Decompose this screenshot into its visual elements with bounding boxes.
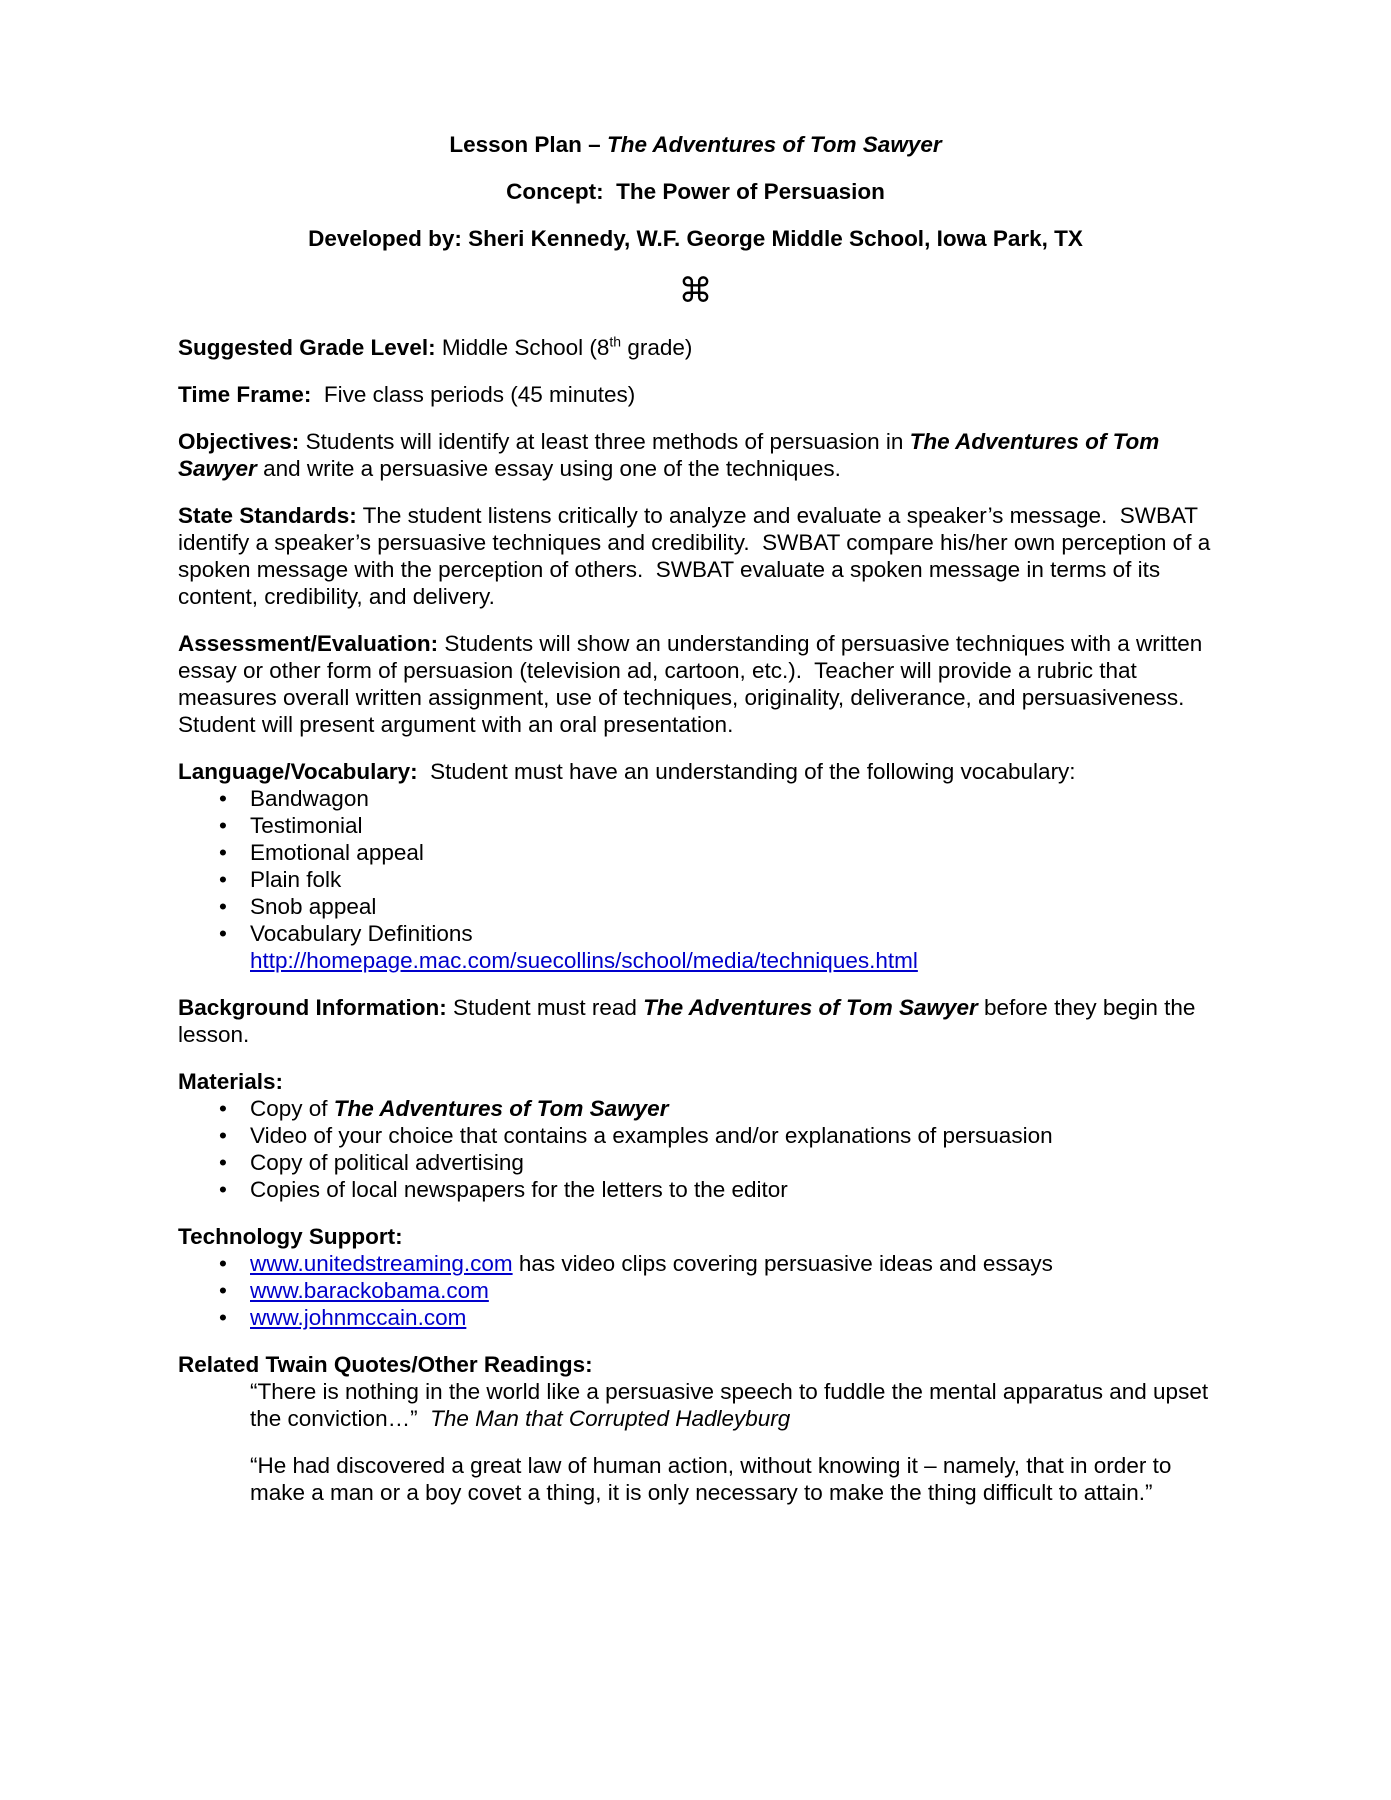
time-frame-value: Five class periods (45 minutes) <box>311 382 636 407</box>
list-item <box>178 1304 1213 1331</box>
grade-level-section <box>178 334 1213 361</box>
quote-paragraph: “He had discovered a great law of human action, without knowing it – namely, that in order to make a man or a boy covet a thing, it is only necessary to make the thing difficult to attain.” <box>250 1453 1178 1505</box>
related-quotes-label: Related Twain Quotes/Other Readings: <box>178 1352 593 1377</box>
barackobama-link[interactable]: www.barackobama.com <box>250 1278 489 1303</box>
list-item: • Bandwagon <box>178 785 1213 812</box>
quote-paragraph <box>178 1378 1213 1432</box>
list-item: • Copy of political advertising <box>178 1149 1213 1176</box>
list-item: • Testimonial <box>178 812 1213 839</box>
vocabulary-list <box>178 785 1213 974</box>
background-section <box>178 994 1213 1048</box>
list-item <box>178 1277 1213 1304</box>
time-frame-label: Time Frame: <box>178 382 312 407</box>
page-title <box>178 131 1213 158</box>
vocab-definitions-text: Vocabulary Definitions <box>250 921 473 946</box>
vocab-definitions-link[interactable]: http://homepage.mac.com/suecollins/school/media/techniques.html <box>250 948 918 973</box>
book-title: The Adventures of Tom Sawyer <box>333 1096 669 1121</box>
link-description: has video clips covering persuasive ideas and essays <box>512 1251 1053 1276</box>
johnmccain-link[interactable]: www.johnmccain.com <box>250 1305 467 1330</box>
list-item: • Plain folk <box>178 866 1213 893</box>
page-title-prefix: Lesson Plan – <box>449 132 607 157</box>
objectives-label: Objectives: <box>178 429 300 454</box>
quote-text: “There is nothing in the world like a persuasive speech to fuddle the mental apparatus and upset the conviction…” <box>250 1379 1215 1431</box>
background-label: Background Information: <box>178 995 447 1020</box>
technology-support-label: Technology Support: <box>178 1224 403 1249</box>
list-item <box>178 920 1213 974</box>
list-item: • Copies of local newspapers for the letters to the editor <box>178 1176 1213 1203</box>
background-text-end: before they begin the lesson. <box>178 995 1202 1047</box>
state-standards-section <box>178 502 1217 610</box>
list-item: • Snob appeal <box>178 893 1213 920</box>
assessment-text: Students will show an understanding of persuasive techniques with a written essay or other form of persuasion (television ad, cartoon, etc.). Teacher will provide a rubric that measures overall written assignment, use of techniques, originality, deliverance, and persuasiveness. Student will present argument with an oral presentation. <box>178 631 1209 737</box>
materials-label: Materials: <box>178 1069 284 1094</box>
grade-level-value: Middle School (8 <box>435 335 610 360</box>
state-standards-label: State Standards: <box>178 503 357 528</box>
language-vocabulary-section <box>178 758 1213 785</box>
materials-item-text: Copy of <box>250 1096 334 1121</box>
quote-source: The Man that Corrupted Hadleyburg <box>430 1406 791 1431</box>
developed-by-line: Developed by: Sheri Kennedy, W.F. George Middle School, Iowa Park, TX <box>308 226 1083 251</box>
background-text: Student must read <box>446 995 644 1020</box>
objectives-text-end: and write a persuasive essay using one of the techniques. <box>256 456 841 481</box>
list-item <box>178 1095 1213 1122</box>
grade-level-label: Suggested Grade Level: <box>178 335 436 360</box>
unitedstreaming-link[interactable]: www.unitedstreaming.com <box>250 1251 513 1276</box>
list-item: • Video of your choice that contains a examples and/or explanations of persuasion <box>178 1122 1213 1149</box>
language-vocabulary-label: Language/Vocabulary: <box>178 759 418 784</box>
concept-line: Concept: The Power of Persuasion <box>506 179 885 204</box>
technology-list <box>178 1250 1213 1331</box>
objectives-text: Students will identify at least three methods of persuasion in <box>299 429 910 454</box>
book-title: The Adventures of Tom Sawyer <box>606 132 942 157</box>
assessment-label: Assessment/Evaluation: <box>178 631 439 656</box>
command-symbol-icon: ⌘ <box>678 271 713 311</box>
list-item <box>178 1250 1213 1277</box>
book-title: The Adventures of Tom Sawyer <box>643 995 978 1020</box>
ordinal-suffix: th <box>609 333 622 350</box>
grade-level-value-end: grade) <box>621 335 693 360</box>
language-vocabulary-intro: Student must have an understanding of the following vocabulary: <box>417 759 1076 784</box>
assessment-section <box>178 630 1213 738</box>
objectives-section <box>178 428 1213 482</box>
time-frame-section <box>178 381 1213 408</box>
state-standards-text: The student listens critically to analyze and evaluate a speaker’s message. SWBAT identify a speaker’s persuasive techniques and credibility. SWBAT compare his/her own perception of a spoken message with the perception of others. SWBAT evaluate a spoken message in terms of its content, credibility, and delivery. <box>178 503 1217 609</box>
book-title: The Adventures of Tom Sawyer <box>178 429 1166 481</box>
list-item: • Emotional appeal <box>178 839 1213 866</box>
materials-list <box>178 1095 1213 1203</box>
